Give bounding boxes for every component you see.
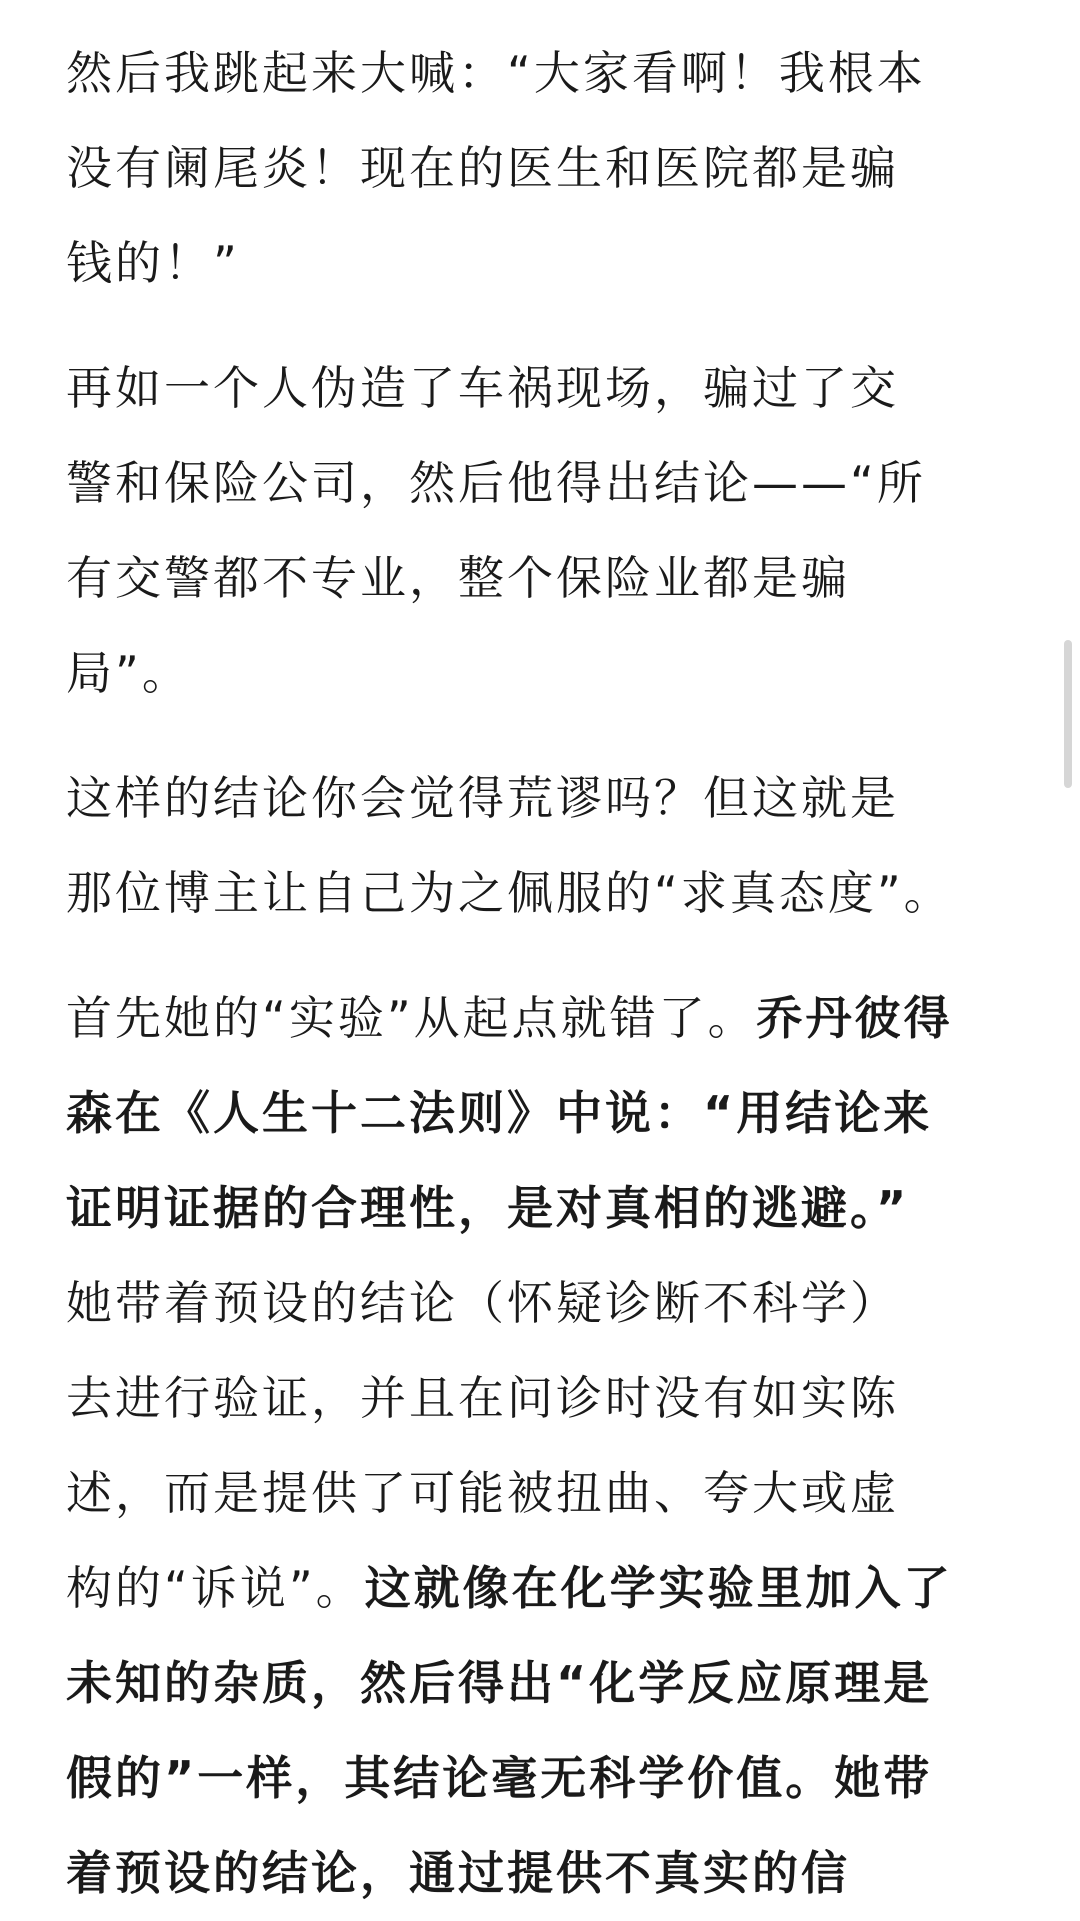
text-line — [66, 1541, 1026, 1636]
text-line — [66, 1161, 1026, 1256]
bold-text-segment: 这就像在化学实验里加入了 — [364, 1561, 953, 1615]
bold-text-segment: 乔丹彼得 — [756, 991, 953, 1045]
article-paragraph — [66, 751, 1026, 941]
text-line — [66, 121, 1026, 216]
bold-text-segment: 未知的杂质，然后得出“化学反应原理是 — [66, 1656, 933, 1710]
text-line — [66, 1731, 1026, 1826]
bold-text-segment: 证明证据的合理性，是对真相的逃避。” — [66, 1181, 910, 1235]
text-segment: 那位博主让自己为之佩服的“求真态度”。 — [66, 866, 953, 920]
text-segment: 构的“诉说”。 — [66, 1561, 365, 1615]
text-line — [66, 216, 1026, 311]
text-line — [66, 846, 1026, 941]
text-line — [66, 26, 1026, 121]
article-paragraph — [66, 971, 1026, 1921]
text-segment: 去进行验证，并且在问诊时没有如实陈 — [66, 1371, 899, 1425]
text-line — [66, 436, 1026, 531]
scrollbar-thumb[interactable] — [1064, 640, 1072, 788]
text-segment: 钱的！” — [66, 236, 240, 290]
text-segment: 然后我跳起来大喊：“大家看啊！我根本 — [66, 46, 926, 100]
text-segment: 警和保险公司，然后他得出结论——“所 — [66, 456, 926, 510]
text-segment: 她带着预设的结论（怀疑诊断不科学） — [66, 1276, 899, 1330]
text-line — [66, 1826, 1026, 1921]
text-line — [66, 1256, 1026, 1351]
bold-text-segment: 着预设的结论，通过提供不真实的信 — [66, 1846, 850, 1900]
article-paragraph — [66, 341, 1026, 721]
text-line — [66, 341, 1026, 436]
article-paragraph — [66, 26, 1026, 311]
text-segment: 首先她的“实验”从起点就错了。 — [66, 991, 757, 1045]
text-line — [66, 626, 1026, 721]
bold-text-segment: 森在《人生十二法则》中说：“用结论来 — [66, 1086, 933, 1140]
text-segment: 没有阑尾炎！现在的医生和医院都是骗 — [66, 141, 899, 195]
text-line — [66, 971, 1026, 1066]
text-line — [66, 751, 1026, 846]
text-segment: 述，而是提供了可能被扭曲、夸大或虚 — [66, 1466, 899, 1520]
article-body — [66, 26, 1026, 1921]
text-segment: 再如一个人伪造了车祸现场，骗过了交 — [66, 361, 899, 415]
bold-text-segment: 假的”一样，其结论毫无科学价值。她带 — [66, 1751, 933, 1805]
text-line — [66, 1351, 1026, 1446]
text-segment: 有交警都不专业，整个保险业都是骗 — [66, 551, 850, 605]
text-line — [66, 1066, 1026, 1161]
text-segment: 这样的结论你会觉得荒谬吗？但这就是 — [66, 771, 899, 825]
text-line — [66, 1446, 1026, 1541]
text-line — [66, 531, 1026, 626]
text-segment: 局”。 — [66, 646, 191, 700]
text-line — [66, 1636, 1026, 1731]
